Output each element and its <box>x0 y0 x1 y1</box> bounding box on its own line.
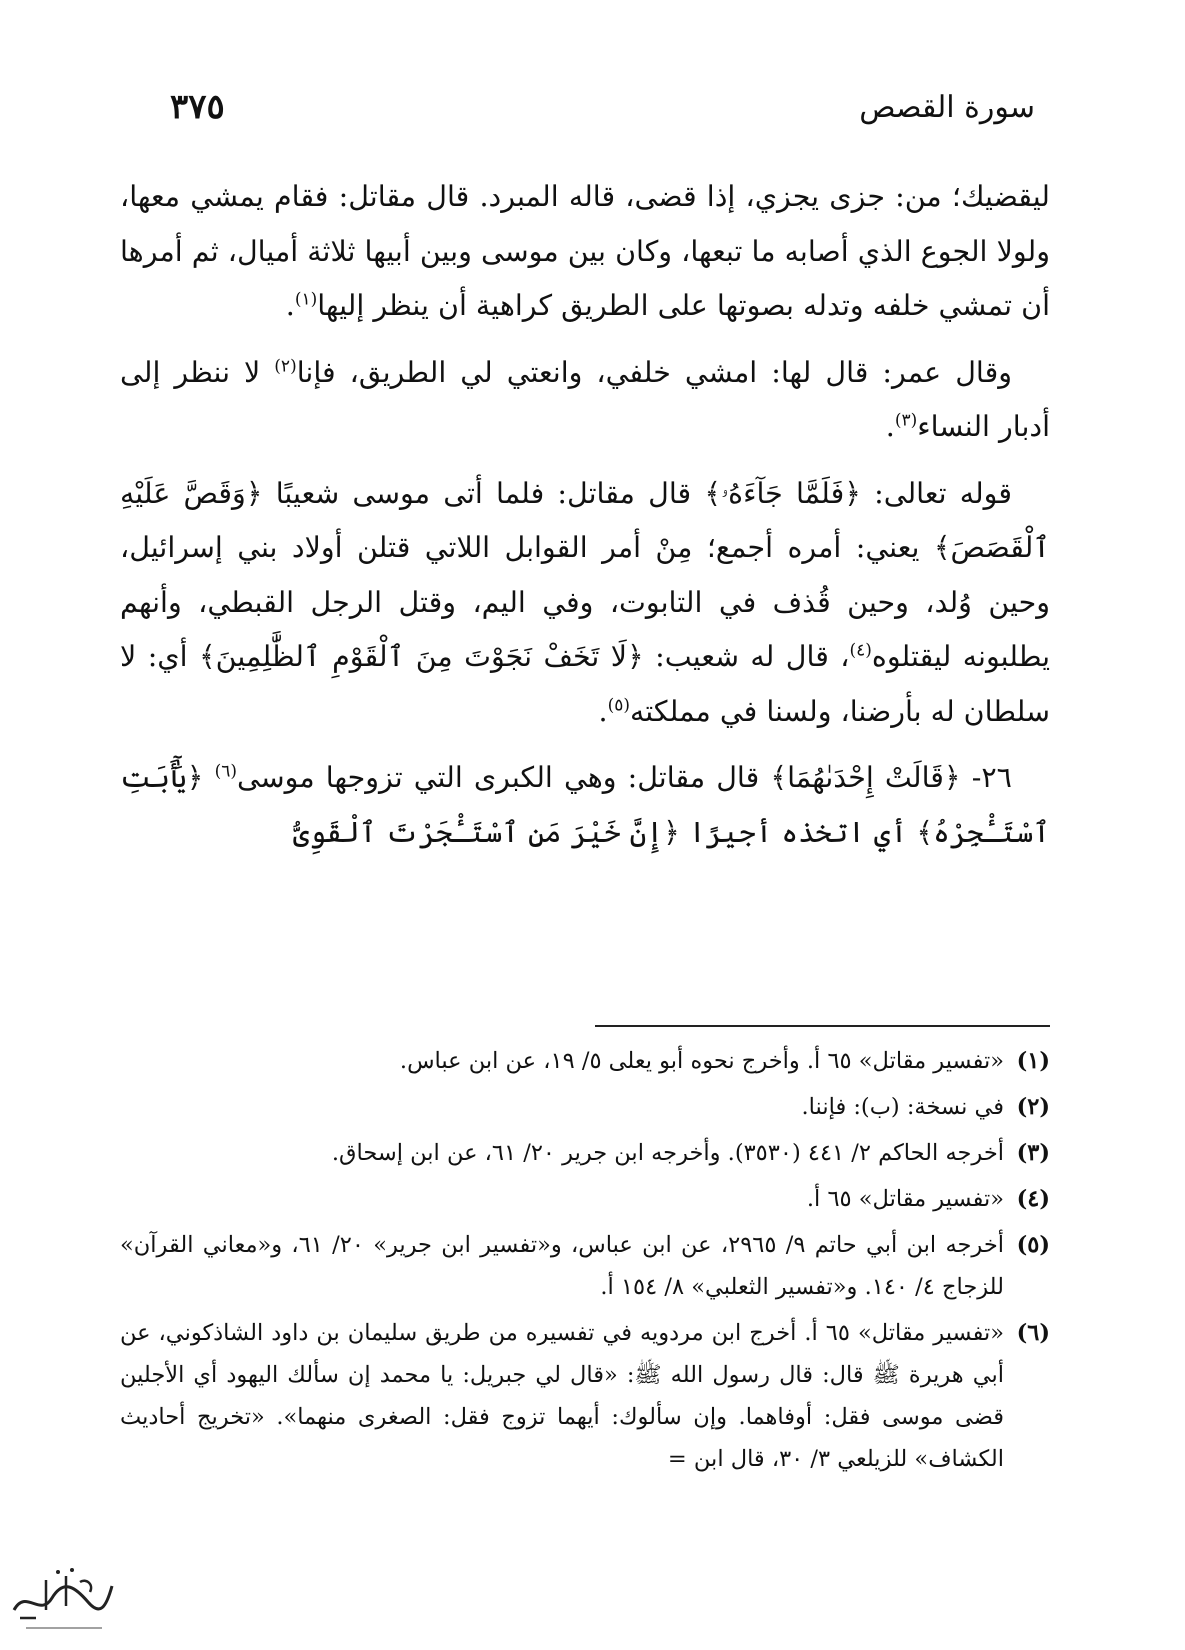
publisher-logo <box>6 1558 118 1636</box>
main-text <box>120 170 1050 872</box>
footnote-6: (٦) «تفسير مقاتل» ٦٥ أ. أخرج ابن مردويه في تفسيره من طريق سليمان بن داود الشاذكوني، عن أبي هريرة ﷺ قال: قال رسول الله ﷺ: «قال لي جبريل: يا محمد إن سألك اليهود أي الأجلين قضى موسى فقل: أوفاهما. وإن سألوك: أيهما تزوج فقل: الصغرى منهما». «تخريج أحاديث الكشاف» للزيلعي ٣/ ٣٠، قال ابن = <box>120 1312 1050 1480</box>
surah-title: سورة القصص <box>859 89 1035 125</box>
footnote-2: (٢) في نسخة: (ب): فإننا. <box>120 1086 1050 1128</box>
footnote-number: (٥) <box>1016 1232 1050 1258</box>
footnote-ref: (٣) <box>894 410 918 431</box>
paragraph-4: ٢٦- ﴿قَالَتْ إِحْدَىٰهُمَا﴾ قال مقاتل: وهي الكبرى التي تزوجها موسى$^{(٦)}$ ﴿يَٰٓأَبَتِ ٱسْتَـْٔجِرْهُ﴾ أي اتخذه أجيرًا ﴿إِنَّ خَيْرَ مَنِ ٱسْتَـْٔجَرْتَ ٱلْقَوِىُّ <box>120 761 1050 849</box>
paragraph-3: قوله تعالى: ﴿فَلَمَّا جَآءَهُۥ﴾ قال مقاتل: فلما أتى موسى شعيبًا ﴿وَقَصَّ عَلَيْهِ ٱلْقَصَصَ﴾ يعني: أمره أجمع؛ مِنْ أمر القوابل اللاتي قتلن أولاد بني إسرائيل، وحين وُلد، وحين قُذف في التابوت، وفي اليم، وقتل الرجل القبطي، وأنهم يطلبونه ليقتلوه$^{(٤)}$، قال له شعيب: ﴿لَا تَخَفْ نَجَوْتَ مِنَ ٱلْقَوْمِ ٱلظَّٰلِمِينَ﴾ أي: لا سلطان له بأرضنا، ولسنا في مملكته$^{(٥)}$. <box>120 476 1051 728</box>
footnote-divider <box>595 1025 1050 1027</box>
quran-verse: ﴿قَالَتْ إِحْدَىٰهُمَا﴾ <box>770 761 961 794</box>
quran-verse: ﴿يَٰٓأَبَتِ ٱسْتَـْٔجِرْهُ﴾ <box>120 761 1050 849</box>
quran-verse: ﴿إِنَّ خَيْرَ مَنِ ٱسْتَـْٔجَرْتَ ٱلْقَوِىُّ <box>292 815 680 849</box>
footnote-ref: (٤) <box>849 640 872 661</box>
footnote-4: (٤) «تفسير مقاتل» ٦٥ أ. <box>120 1178 1050 1220</box>
paragraph-2: وقال عمر: قال لها: امشي خلفي، وانعتي لي الطريق، فإنا$^{(٢)}$ لا ننظر إلى أدبار النساء$^{(٣)}$. <box>120 355 1050 443</box>
quran-verse: ﴿لَا تَخَفْ نَجَوْتَ مِنَ ٱلْقَوْمِ ٱلظَّٰلِمِينَ﴾ <box>198 640 644 673</box>
footnote-number: (٢) <box>1016 1094 1050 1120</box>
quran-verse: ﴿وَقَصَّ عَلَيْهِ ٱلْقَصَصَ﴾ <box>120 476 1050 564</box>
footnote-number: (١) <box>1016 1048 1050 1074</box>
page-number: ٣٧٥ <box>170 87 225 127</box>
page-header <box>170 82 1035 132</box>
footnote-5: (٥) أخرجه ابن أبي حاتم ٩/ ٢٩٦٥، عن ابن عباس، و«تفسير ابن جرير» ٢٠/ ٦١، و«معاني القرآن» للزجاج ٤/ ١٤٠. و«تفسير الثعلبي» ٨/ ١٥٤ أ. <box>120 1224 1050 1308</box>
footnote-ref: (٥) <box>607 695 631 715</box>
footnotes <box>120 1040 1050 1484</box>
footnote-number: (٦) <box>1016 1320 1050 1346</box>
paragraph-1: ليقضيك؛ من: جزى يجزي، إذا قضى، قاله المبرد. قال مقاتل: فقام يمشي معها، ولولا الجوع الذي أصابه ما تبعها، وكان بين موسى وبين أبيها ثلاثة أميال، ثم أمرها أن تمشي خلفه وتدله بصوتها على الطريق كراهية أن ينظر إليها$^{(١)}$. <box>120 180 1050 322</box>
footnote-number: (٣) <box>1016 1140 1050 1166</box>
calligraphy-logo-icon <box>6 1558 118 1636</box>
footnote-ref: (٢) <box>274 356 297 376</box>
footnote-1: (١) «تفسير مقاتل» ٦٥ أ. وأخرج نحوه أبو يعلى ٥/ ١٩، عن ابن عباس. <box>120 1040 1050 1082</box>
footnote-number: (٤) <box>1016 1186 1050 1212</box>
footnote-ref: (٦) <box>214 761 238 782</box>
footnote-3: (٣) أخرجه الحاكم ٢/ ٤٤١ (٣٥٣٠). وأخرجه ابن جرير ٢٠/ ٦١، عن ابن إسحاق. <box>120 1132 1050 1174</box>
quran-verse: ﴿فَلَمَّا جَآءَهُۥ﴾ <box>704 476 861 510</box>
footnote-ref: (١) <box>294 289 318 310</box>
